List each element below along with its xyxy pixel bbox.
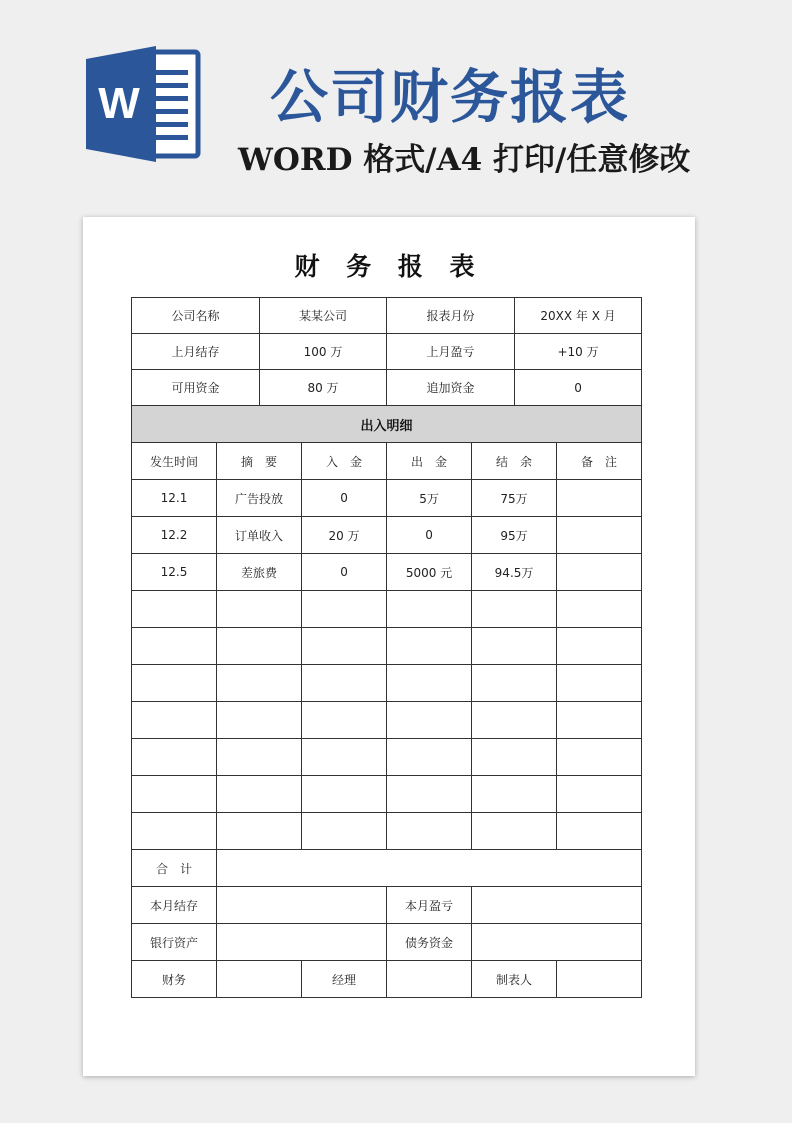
cell-date[interactable]	[132, 591, 217, 628]
debt-funds-value[interactable]	[472, 924, 642, 961]
cell-income[interactable]	[302, 813, 387, 850]
info-row	[132, 370, 642, 406]
cell-summary[interactable]	[217, 628, 302, 665]
cell-income[interactable]: 0	[302, 480, 387, 517]
column-header-income: 入 金	[302, 443, 387, 480]
financial-report-table	[131, 297, 642, 998]
cell-note[interactable]	[557, 517, 642, 554]
cell-summary[interactable]	[217, 739, 302, 776]
word-icon	[86, 46, 204, 162]
cell-expense[interactable]: 5000 元	[387, 554, 472, 591]
cell-note[interactable]	[557, 628, 642, 665]
info-label-available-funds: 可用资金	[132, 370, 260, 406]
cell-date[interactable]: 12.1	[132, 480, 217, 517]
cell-summary[interactable]: 差旅费	[217, 554, 302, 591]
cell-balance[interactable]	[472, 702, 557, 739]
cell-summary[interactable]	[217, 665, 302, 702]
detail-row	[132, 591, 642, 628]
info-value-available-funds[interactable]: 80 万	[260, 370, 387, 406]
summary-row	[132, 887, 642, 924]
cell-summary[interactable]	[217, 591, 302, 628]
info-value-last-profit[interactable]: +10 万	[515, 334, 642, 370]
detail-row	[132, 554, 642, 591]
cell-income[interactable]	[302, 628, 387, 665]
cell-expense[interactable]	[387, 776, 472, 813]
detail-row	[132, 480, 642, 517]
cell-note[interactable]	[557, 554, 642, 591]
cell-income[interactable]	[302, 591, 387, 628]
column-header-row	[132, 443, 642, 480]
detail-row	[132, 813, 642, 850]
info-value-added-funds[interactable]: 0	[515, 370, 642, 406]
info-label-last-balance: 上月结存	[132, 334, 260, 370]
cell-expense[interactable]	[387, 628, 472, 665]
preparer-label: 制表人	[472, 961, 557, 998]
cell-note[interactable]	[557, 813, 642, 850]
detail-row	[132, 776, 642, 813]
cell-income[interactable]: 0	[302, 554, 387, 591]
cell-summary[interactable]	[217, 702, 302, 739]
preparer-signature-cell[interactable]	[557, 961, 642, 998]
info-row	[132, 298, 642, 334]
cell-note[interactable]	[557, 702, 642, 739]
cell-summary[interactable]	[217, 776, 302, 813]
info-label-month: 报表月份	[387, 298, 515, 334]
word-icon-letter: W	[98, 79, 140, 128]
banner-title: 公司财务报表	[270, 63, 631, 131]
finance-label: 财务	[132, 961, 217, 998]
bank-assets-value[interactable]	[217, 924, 387, 961]
cell-note[interactable]	[557, 739, 642, 776]
detail-row	[132, 517, 642, 554]
cell-note[interactable]	[557, 591, 642, 628]
month-profit-label: 本月盈亏	[387, 887, 472, 924]
info-label-last-profit: 上月盈亏	[387, 334, 515, 370]
info-value-company[interactable]: 某某公司	[260, 298, 387, 334]
detail-rows	[132, 480, 642, 850]
banner-subtitle: WORD 格式/A4 打印/任意修改	[238, 142, 691, 178]
cell-income[interactable]	[302, 665, 387, 702]
cell-date[interactable]	[132, 702, 217, 739]
month-balance-value[interactable]	[217, 887, 387, 924]
detail-row	[132, 628, 642, 665]
cell-balance[interactable]	[472, 591, 557, 628]
detail-row	[132, 702, 642, 739]
cell-note[interactable]	[557, 776, 642, 813]
cell-income[interactable]: 20 万	[302, 517, 387, 554]
cell-date[interactable]	[132, 665, 217, 702]
cell-expense[interactable]	[387, 665, 472, 702]
banner	[0, 0, 792, 200]
manager-label: 经理	[302, 961, 387, 998]
cell-date[interactable]	[132, 739, 217, 776]
cell-balance[interactable]: 75万	[472, 480, 557, 517]
summary-row	[132, 924, 642, 961]
cell-balance[interactable]	[472, 776, 557, 813]
cell-expense[interactable]: 0	[387, 517, 472, 554]
cell-expense[interactable]: 5万	[387, 480, 472, 517]
cell-summary[interactable]: 订单收入	[217, 517, 302, 554]
total-label: 合 计	[132, 850, 217, 887]
cell-expense[interactable]	[387, 591, 472, 628]
cell-date[interactable]: 12.2	[132, 517, 217, 554]
cell-note[interactable]	[557, 480, 642, 517]
detail-row	[132, 665, 642, 702]
cell-income[interactable]	[302, 702, 387, 739]
column-header-expense: 出 金	[387, 443, 472, 480]
total-value-cell[interactable]	[217, 850, 642, 887]
cell-expense[interactable]	[387, 813, 472, 850]
document-title: 财 务 报 表	[294, 252, 484, 281]
cell-date[interactable]	[132, 776, 217, 813]
month-balance-label: 本月结存	[132, 887, 217, 924]
cell-balance[interactable]	[472, 813, 557, 850]
info-label-company: 公司名称	[132, 298, 260, 334]
manager-signature-cell[interactable]	[387, 961, 472, 998]
cell-summary[interactable]: 广告投放	[217, 480, 302, 517]
cell-expense[interactable]	[387, 739, 472, 776]
cell-balance[interactable]	[472, 628, 557, 665]
debt-funds-label: 债务资金	[387, 924, 472, 961]
column-header-balance: 结 余	[472, 443, 557, 480]
signature-row	[132, 961, 642, 998]
cell-income[interactable]	[302, 739, 387, 776]
month-profit-value[interactable]	[472, 887, 642, 924]
info-value-month[interactable]: 20XX 年 X 月	[515, 298, 642, 334]
detail-row	[132, 739, 642, 776]
section-title: 出入明细	[132, 406, 642, 443]
cell-income[interactable]	[302, 776, 387, 813]
cell-date[interactable]	[132, 628, 217, 665]
info-label-added-funds: 追加资金	[387, 370, 515, 406]
cell-expense[interactable]	[387, 702, 472, 739]
document-page	[83, 217, 695, 1076]
cell-date[interactable]: 12.5	[132, 554, 217, 591]
column-header-summary: 摘 要	[217, 443, 302, 480]
cell-date[interactable]	[132, 813, 217, 850]
cell-balance[interactable]: 94.5万	[472, 554, 557, 591]
cell-balance[interactable]: 95万	[472, 517, 557, 554]
info-row	[132, 334, 642, 370]
column-header-date: 发生时间	[132, 443, 217, 480]
section-header-row	[132, 406, 642, 443]
info-value-last-balance[interactable]: 100 万	[260, 334, 387, 370]
total-row	[132, 850, 642, 887]
bank-assets-label: 银行资产	[132, 924, 217, 961]
cell-balance[interactable]	[472, 665, 557, 702]
column-header-note: 备 注	[557, 443, 642, 480]
cell-note[interactable]	[557, 665, 642, 702]
cell-balance[interactable]	[472, 739, 557, 776]
cell-summary[interactable]	[217, 813, 302, 850]
finance-signature-cell[interactable]	[217, 961, 302, 998]
